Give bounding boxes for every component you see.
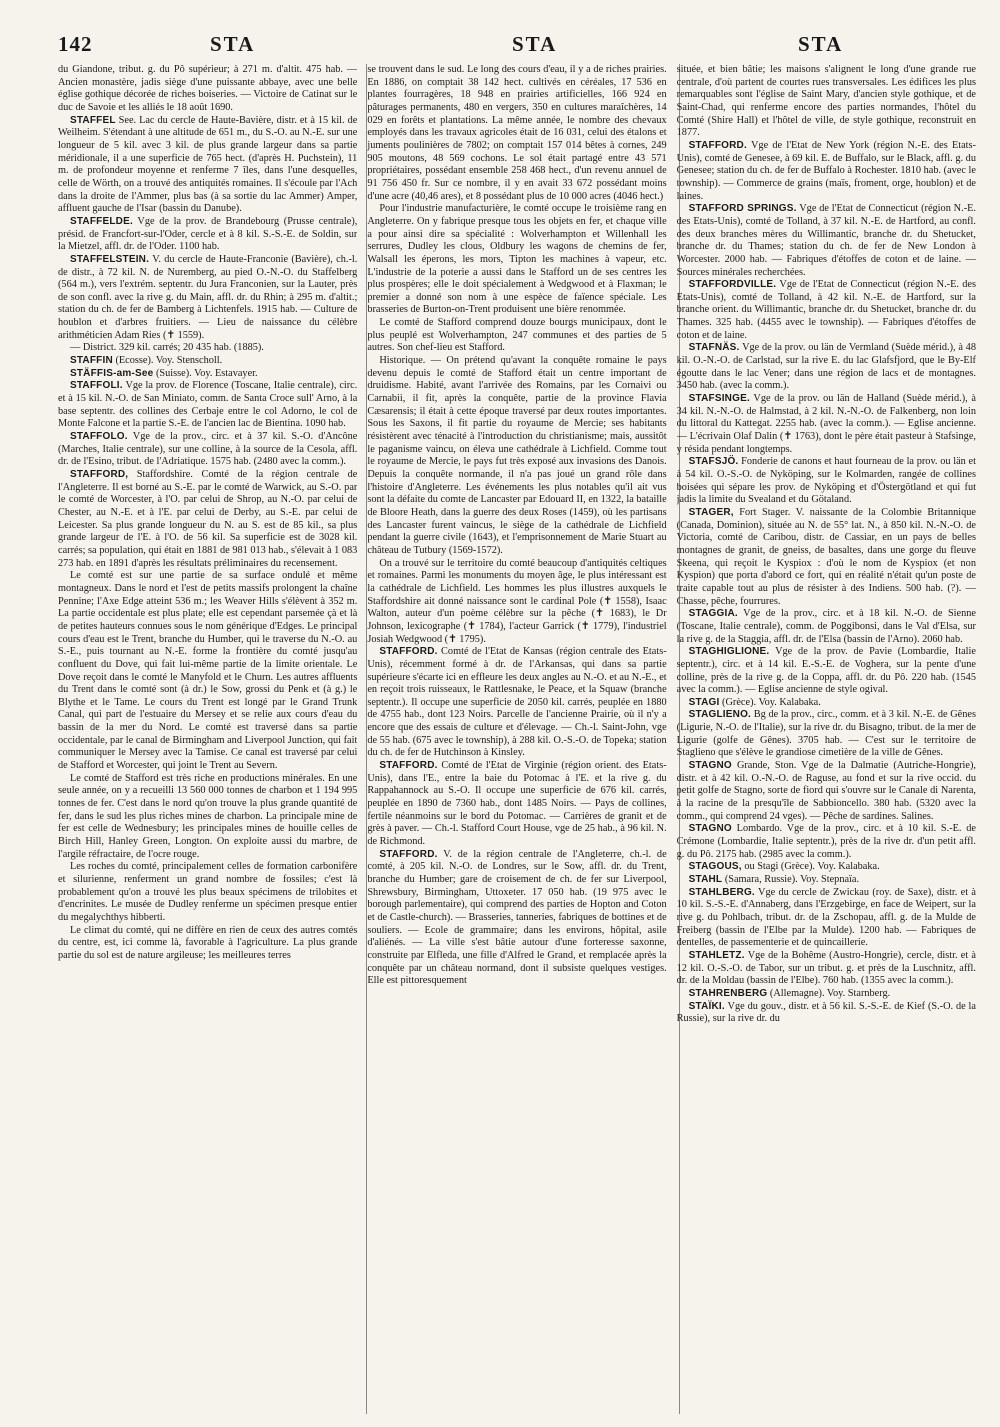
entry-text: Vge de la prov. ou län de Halland (Suède mérid.), à 34 kil. N.-N.-O. de Halmstad, à 2 kil. N.-N.-O. de Falkenberg, non loin du littoral du Kattegat. 2255 hab. (avec la comm.). — Eglise ancienne. — L'écrivain Olaf Dalin (✝ 1763), dont le père était pasteur à Stafsinge, y résida pendant longtemps. <box>676 393 976 455</box>
entry-headword: STAÏKI. <box>688 1000 725 1012</box>
dictionary-entry <box>58 431 357 469</box>
dictionary-entry <box>677 760 976 823</box>
dictionary-entry <box>677 342 976 393</box>
entry-headword: STÄFFIS-am-See <box>70 367 154 379</box>
entry-headword: STAFFORD. <box>688 139 747 151</box>
entry-text: Vge de l'Etat de New York (région N.-E. des Etats-Unis), comté de Genesee, à 69 kil. E. de Buffalo, sur le Black, affl. g. du Genesee; station du ch. de fer de Buffalo à Rochester. 1810 hab. (avec le township). — Commerce de grains (maïs, froment, orge, houblon) et de laines. <box>676 139 976 202</box>
entry-text: Le comté est sur une partie de sa surface ondulé et même montagneux. Dans le nord et l'est de petits massifs prolongent la chaîne Pennine; l'Axe Edge atteint 536 m.; les Weaver Hills s'élèvent à 352 m. La partie occidentale est plus plate; elle est cependant parsemée çà et là de petites hauteurs connues sous le nom générique d'Edges. Le principal cours d'eau est le Trent, branche du Humber, qui le traverse du N.-O. au S.-E., puis tournant au N.-E. forme la frontière du comté jusqu'au confluent du Dove, qui fait lui-même partie de la limite orientale. Le Dove reçoit dans le comté le Manyfold et le Churn. Les autres affluents du Trent dans le comté sont (à dr.) le Sow, grossi du Penk et (à g.) le Blythe et le Tame. Le cours du Trent est longé par le Grand Trunk Canal, qui part de l'estuaire du Mersey et se relie aux cours d'eau du bassin de la mer du Nord. Le comté est traversé dans sa partie occidentale, par le canal de Birmingham and Liverpool Junction, qui fait communiquer le Mersey avec la Tamise. Ce canal est traversé par celui de Stafford et Worcester, qui joint le Trent au Severn. <box>58 570 358 772</box>
entry-headword: STAFFIN <box>70 355 113 367</box>
entry-headword: STAGNO <box>688 823 732 835</box>
entry-headword: STAFFOLO. <box>70 431 128 443</box>
entry-text: Fonderie de canons et haut fourneau de la prov. ou län et à 54 kil. O.-S.-O. de Nyköping, sur le Kolmarden, rangée de collines boisées qui sépare les prov. de Nyköping et d'Östergötland et qui fut jadis la limite du Svealand et du Götaland. <box>676 456 976 506</box>
entry-headword: STAGER, <box>688 506 734 518</box>
entry-text: Comté de l'Etat de Kansas (région centrale des Etats-Unis), récemment formé à dr. de l'Arkansas, qui dans sa partie supérieure s'écarte ici en effleure les deux angles au N.-O. et au N.-E., et en reçoit trois ruisseaux, le Rattlesnake, le Peace, et la Squaw (branche septentr.). Il occupe une superficie de 2050 kil. carrés, peuplée en 1880 de 4755 hab., dont 123 Noirs. Parcelle de l'ancienne Prairie, où il n'y a encore que des essais de culture et d'élevage. — Ch.-l. Saint-John, vge de 55 hab. (675 avec le township), à 288 kil. O.-S.-O. de Topeka; station du ch. de fer de Hutchinson à Kinsley. <box>367 646 667 759</box>
dictionary-entry <box>677 456 976 507</box>
entry-headword: STAFFORD. <box>379 760 438 772</box>
entry-text: Vge de l'Etat de Connecticut (région N.-E. des Etats-Unis), comté de Tolland, à 37 kil. N.-E. de Hartford, au confl. des deux branches mères du Willimantic, branche dr. du Shetucket, branche dr. du Thames; station du ch. de fer de New London à Worcester. 2000 hab. — Fabriques d'étoffes de coton et de laine. — Sources minérales recherchées. <box>676 203 976 278</box>
dictionary-entry <box>58 925 357 963</box>
entry-headword: STAFFOLI. <box>70 380 123 392</box>
entry-text: Le comté de Stafford comprend douze bourgs municipaux, dont le plus peuplé est Wolverhampton, 247 communes et des parties de 5 autres. Son chef-lieu est Stafford. <box>367 317 667 354</box>
entry-text: Historique. — On prétend qu'avant la conquête romaine le pays devenu depuis le comté de Stafford était un centre important de druidisme. Habité, avant l'arrivée des Romains, par les Cornaivi ou Carnabii, il fit, après la conquête, partie de la province Flavia Cæsarensis; il était à cette époque traversé par deux routes importantes. Sous les Saxons, il fit partie du royaume de Mercie; ses habitants résistèrent avec ténacité à l'introduction du christianisme; mais, aussitôt le paganisme vaincu, on éleva une cathédrale à Lichfield. Comme tout le royaume de Mercie, le pays fut très exposé aux invasions des Danois. Depuis la conquête normande, il n'a pas joué un grand rôle dans l'histoire d'Angleterre. Les événements les plus notables qu'il ait vus sont la défaite du comte de Lancaster par Edouard II, en 1322, la bataille de Bloore Heath, dans la guerre des deux Roses (1459), où les partisans des Lancaster furent vaincus, le siège de la cathédrale de Lichfield pendant la guerre civile (1643), et l'emprisonnement de Marie Stuart au château de Tutbury (1569-1572). <box>367 355 667 556</box>
dictionary-entry <box>677 279 976 342</box>
dictionary-entry <box>58 368 357 381</box>
running-head-left: STA <box>210 32 256 56</box>
dictionary-entry <box>367 355 666 558</box>
dictionary-columns <box>58 64 976 1414</box>
entry-text: Bg de la prov., circ., comm. et à 3 kil. N.-E. de Gênes (Ligurie, N.-O. de l'Italie), sur la rive dr. du Bisagno, tribut. de la mer de Ligurie (golfe de Gênes). 3705 hab. — C'est sur le territoire de Staglieno que s'élève le grandiose cimetière de la ville de Gênes. <box>676 709 976 759</box>
entry-headword: STAGNO <box>688 760 732 772</box>
entry-text: See. Lac du cercle de Haute-Bavière, distr. et à 15 kil. de Weilheim. S'étendant à une altitude de 651 m., du S.-O. au N.-E. sur une longueur de 5 kil. avec 3 kil. de plus grande largeur dans sa partie méridionale, il a une superficie de 765 hect. (d'après H. Puchstein), 11 m. de profondeur moyenne et renferme 7 îles, dans l'une desquelles, celle de Wörth, on a trouvé des antiquités romaines. Il s'écoule par l'Ach dans la droite de l'Ammer, plus bas (à sa sortie du lac Ammer) Amper, affluent gauche de l'Isar (bassin du Danube). <box>58 114 358 215</box>
dictionary-entry <box>58 773 357 862</box>
entry-text: Vge de la prov., circ. et à 18 kil. N.-O. de Sienne (Toscane, Italie centrale), comm. de Poggibonsi, dans le Val d'Elsa, sur la rive g. de la Staggia, affl. dr. de l'Elsa (bassin de l'Arno). 2060 hab. <box>676 608 976 645</box>
entry-headword: STAFNÄS. <box>688 342 740 354</box>
entry-text: Vge de la Bohême (Austro-Hongrie), cercle, distr. et à 12 kil. O.-S.-O. de Tabor, sur un tribut. g. et près de la Luschnitz, affl. dr. de la Moldau (bassin de l'Elbe). 760 hab. (1355 avec la comm.). <box>676 949 976 987</box>
page-number: 142 <box>58 32 93 56</box>
dictionary-entry <box>367 849 666 988</box>
running-head-center: STA <box>512 32 558 56</box>
entry-text: Grande, Ston. Vge de la Dalmatie (Autriche-Hongrie), distr. et à 42 kil. O.-N.-O. de Raguse, au fond et sur la rive occid. du petit golfe de Stagno, sorte de fiord qui s'ouvre sur le Canale di Narenta, à la racine de la presqu'île de Sabbioncello. 380 hab. (5320 avec la comm., qui comprend 24 vges). — Pêche de sardines. Salines. <box>676 760 976 822</box>
entry-text: située, et bien bâtie; les maisons s'alignent le long d'une grande rue centrale, d'où partent de courtes rues transversales. Les édifices les plus remarquables sont l'église de Saint Mary, d'ancien style gothique, et de Saint-Chad, qui renferme encore des parties normandes, l'hôtel du Comté (Shire Hall) et l'hôtel de ville, de style gothique, reconstruit en 1877. <box>676 64 976 139</box>
dictionary-entry <box>677 140 976 203</box>
dictionary-entry <box>677 887 976 950</box>
entry-text: du Giandone, tribut. g. du Pô supérieur; à 271 m. d'altit. 475 hab. — Ancien monastère, jadis siège d'une puissante abbaye, avec une belle église gothique décorée de riches boiseries. — Victoire de Catinat sur le duc de Savoie et les alliés le 18 août 1690. <box>58 64 358 113</box>
dictionary-entry <box>367 558 666 647</box>
dictionary-entry <box>677 64 976 140</box>
entry-headword: STAFFORD. <box>379 646 438 658</box>
entry-headword: STAGLIENO. <box>688 709 752 721</box>
entry-text: V. du cercle de Haute-Franconie (Bavière), ch.-l. de distr., à 72 kil. N. de Nuremberg, au pied O.-N.-O. du Staffelberg (564 m.), vers l'extrém. septentr. du Jura Franconien, sur la Lauter, près de son confl. avec la rive g. du Main, affl. dr. du Rhin; à 295 m. d'altit.; station du ch. de fer de Bamberg à Lichtenfels. 1915 hab. — Culture de houblon et d'arbres fruitiers. — Lieu de naissance du célèbre arithméticien Adam Ries (✝ 1559). <box>58 253 358 341</box>
entry-headword: STAHLETZ. <box>688 949 745 961</box>
dictionary-entry <box>677 823 976 861</box>
entry-headword: STAFFELSTEIN. <box>70 253 150 265</box>
entry-text: Fort Stager. V. naissante de la Colombie Britannique (Canada, Dominion), située au N. de 55° lat. N., à 850 kil. N.-N.-O. de Victoria, comté de Caribou, distr. de Cassiar, en un pays de belles montagnes de granit, de gneiss, de basaltes, dans une gorge du fleuve Skeena, qui reçoit le Kyspiox : d'où le nom de Kyspiox (et non Kyspion) que porta d'abord ce fort, qui en réalité n'était qu'un poste de traite capable tout au plus de résister à des Indiens. 500 hab. (?). — Chasse, pêche, fourrures. <box>676 506 976 607</box>
dictionary-entry <box>367 317 666 355</box>
entry-text: (Suisse). Voy. Estavayer. <box>153 367 258 379</box>
entry-text: (Samara, Russie). Voy. Stepnaïa. <box>722 874 860 885</box>
entry-text: Pour l'industrie manufacturière, le comté occupe le troisième rang en Angleterre. On y fabrique presque tous les objets en fer, et chaque ville a pour ainsi dire sa spécialité : Wolverhampton et Willenhall les serrures, Dudley les clous, Oldbury les wagons de chemins de fer, Walsall les éperons, les mors, Tipton les machines à vapeur, etc. L'industrie de la poterie a aussi dans le Stafford un de ses centres les plus prospères; elle le doit spécialement à Wedgwood et à Flaxman; le premier a donné son nom à une espèce de faïence spéciale. Les brasseries de Burton-on-Trent produisent une bière renommée. <box>367 203 667 316</box>
column-left <box>58 64 357 1414</box>
dictionary-entry <box>677 608 976 646</box>
entry-text: (Ecosse). Voy. Stenscholl. <box>112 355 223 367</box>
dictionary-entry <box>58 216 357 254</box>
entry-text: Vge de la prov. de Pavie (Lombardie, Italie septentr.), circ. et à 14 kil. E.-S.-E. de Voghera, sur la pente d'une colline, près de la rive g. de la Coppa, affl. dr. du Pô. 220 hab. (1545 avec la comm.). — Eglise ancienne de style ogival. <box>676 646 976 696</box>
entry-text: Vge du gouv., distr. et à 56 kil. S.-S.-E. de Kief (S.-O. de la Russie), sur la rive dr. du <box>676 1000 976 1025</box>
entry-text: Vge la prov. de Florence (Toscane, Italie centrale), circ. et à 15 kil. N.-O. de San Miniato, comm. de Santa Croce sull' Arno, à la base septentr. des collines des Cerbaje entre le col Adorno, le col de Monte Falcone et la partie S.-E. de l'ancien lac de Bientina. 1090 hab. <box>58 380 358 430</box>
entry-headword: STAFFEL <box>70 114 116 126</box>
page-header <box>58 20 970 64</box>
dictionary-entry <box>58 355 357 368</box>
dictionary-entry <box>58 469 357 570</box>
entry-headword: STAFFORD SPRINGS. <box>688 203 797 215</box>
dictionary-entry <box>677 646 976 697</box>
entry-headword: STAFSJÖ. <box>688 456 739 468</box>
entry-text: Les roches du comté, principalement celles de formation carbonifère et silurienne, renferment un grand nombre de fossiles; c'est là probablement qu'on a trouvé les plus beaux spécimens de trilobites et d'encrinites. Le musée de Dudley renferme un spécimen presque entier du megalychthys hibberti. <box>58 861 358 923</box>
entry-text: V. de la région centrale de l'Angleterre, ch.-l. de comté, à 205 kil. N.-O. de Londres, sur le Sow, affl. dr. du Trent, branche du Humber; gare de croisement de ch. de fer sur Liverpool, Shrewsbury, Birmingham, Uttoxeter. 17 050 hab. (19 975 avec le borough parlementaire), qui comprend des parties de Hopton and Coton et de Castle-church). — Brasseries, tanneries, fabriques de bottines et de souliers. — Ecole de grammaire; dans les environs, hôpital, asile d'aliénés. — La ville s'est bâtie autour d'une forteresse saxonne, construite par Elfleda, une fille d'Alfred le Grand, et remplacée après la conquête par un château normand, dont il subsiste quelques vestiges. Elle est pittoresquement <box>367 848 667 987</box>
entry-text: (Grèce). Voy. Kalabaka. <box>719 696 821 708</box>
dictionary-entry <box>367 646 666 760</box>
dictionary-entry <box>677 988 976 1001</box>
dictionary-entry <box>58 570 357 773</box>
dictionary-entry <box>58 64 357 115</box>
dictionary-entry <box>677 709 976 760</box>
dictionary-entry <box>677 861 976 874</box>
entry-headword: STAFFORD. <box>379 848 438 860</box>
dictionary-entry <box>677 507 976 608</box>
entry-text: Staffordshire. Comté de la région centrale de l'Angleterre. Il est borné au S.-E. par le comté de Warwick, au S.-O. par le comté de Worcester, à l'O. par celui de Shrop, au N.-O. par celui de Chester, au N.-E. et à l'E. par celui de Derby, au S.-E. par celui de Leicester. Sa plus grande longueur du N. au S. est de 85 kil., sa plus grande largeur de l'E. à l'O. de 56 kil. Sa superficie est de 3028 kil. carrés; sa population, qui était en 1881 de 981 013 hab., s'élevait à 1 083 273 hab. en 1891 d'après les résultats préliminaires du recensement. <box>58 469 358 569</box>
entry-text: On a trouvé sur le territoire du comté beaucoup d'antiquités celtiques et romaines. Parmi les monuments du moyen âge, le plus intéressant est la cathédrale de Lichfield. Les hommes les plus illustres auxquels le Staffordshire ait donné naissance sont le cardinal Pole (✝ 1558), Isaac Walton, auteur d'un poème célèbre sur la pêche (✝ 1683), le Dr Johnson, lexicographe (✝ 1784), l'acteur Garrick (✝ 1779), l'industriel Josiah Wedgwood (✝ 1795). <box>367 557 667 645</box>
dictionary-entry <box>367 760 666 849</box>
dictionary-entry <box>58 254 357 343</box>
dictionary-entry <box>58 342 357 355</box>
entry-headword: STAHL <box>688 874 723 885</box>
entry-headword: STAGGIA. <box>688 608 738 620</box>
dictionary-entry <box>367 203 666 317</box>
entry-text: Comté de l'Etat de Virginie (région orient. des Etats-Unis), dans l'E., entre la baie du Potomac à l'E. et la rive g. du Rappahannock au S.-O. Il occupe une superficie de 676 kil. carrés, peuplée en 1890 de 7360 hab., dont 1485 Noirs. — Pays de collines, fertile néanmoins sur le bord du Potomac. — Carrières de granit et de grès à paver. — Ch.-l. Stafford Court House, vge de 25 hab., à 96 kil. N. de Richmond. <box>367 760 667 848</box>
entry-headword: STAGI <box>688 696 720 708</box>
dictionary-entry <box>677 874 976 887</box>
entry-text: Vge du cercle de Zwickau (roy. de Saxe), distr. et à 10 kil. S.-S.-E. d'Annaberg, dans l'Erzgebirge, en face de Weipert, sur la rive g. du Pohlbach, tribut. dr. de la Zschopau, affl. g. de la Mulde de Freiberg (bassin de l'Elbe par la Mulde). 1200 hab. — Fabriques de dentelles, de passementerie et de quincaillerie. <box>676 886 976 949</box>
entry-headword: STAFFELDE. <box>70 215 133 227</box>
entry-text: Le climat du comté, qui ne diffère en rien de ceux des autres comtés du centre, est, ici comme là, favorable à l'agriculture. La plus grande partie du sol est de nature argileuse; les meilleures terres <box>58 924 358 961</box>
entry-text: se trouvent dans le sud. Le long des cours d'eau, il y a de riches prairies. En 1886, on comptait 38 142 hect. cultivés en céréales, 17 536 en plantes fourragères, 18 948 en prairies artificielles, 166 924 en pâturages permanents, 480 en vergers, 350 en cultures maraîchères, 14 029 en forêts et plantations. La même année, le nombre des chevaux employés dans les travaux agricoles était de 16 031, celui des étalons et juments poulinières de 7802; on comptait 157 014 bêtes à cornes, 249 905 moutons, 48 569 cochons. Le sol était partagé entre 43 571 propriétaires, possédant ensemble 258 468 hect., d'un revenu annuel de 91 756 450 fr. Sur ce nombre, il y en avait 33 672 possédant moins d'une acre (40,46 ares), et 8 possédant plus de 10 000 acres (4046 hect.) <box>367 64 667 202</box>
dictionary-entry <box>677 393 976 456</box>
dictionary-entry <box>367 64 666 203</box>
entry-headword: STAHLBERG. <box>688 886 755 898</box>
entry-text: ou Stagi (Grèce). Voy. Kalabaka. <box>741 861 880 873</box>
entry-headword: STAFSINGE. <box>688 393 750 405</box>
entry-text: Vge de la prov. de Brandebourg (Prusse centrale), présid. de Francfort-sur-l'Oder, cercle et à 8 kil. S.-S.-E. de Soldin, sur la Mietzel, affl. dr. de l'Oder. 1100 hab. <box>58 215 358 253</box>
dictionary-entry <box>677 697 976 710</box>
entry-headword: STAGOUS, <box>688 861 742 873</box>
dictionary-entry <box>58 380 357 431</box>
entry-headword: STAFFORDVILLE. <box>688 279 777 291</box>
entry-headword: STAHRENBERG <box>688 987 768 999</box>
dictionary-entry <box>677 1001 976 1026</box>
column-middle <box>367 64 666 1414</box>
dictionary-entry <box>58 861 357 924</box>
entry-text: (Allemagne). Voy. Starnberg. <box>767 987 891 999</box>
entry-text: Vge de la prov. ou län de Vermland (Suède mérid.), à 48 kil. O.-N.-O. de Carlstad, sur la rive E. du lac Glafsfjord, que le By-Elf égoutte dans le lac Vener; dans une région de lacs et de montagnes. 3450 hab. (avec la comm.). <box>676 342 976 392</box>
entry-text: Lombardo. Vge de la prov., circ. et à 10 kil. S.-E. de Crémone (Lombardie, Italie septentr.), près de la rive dr. d'un petit affl. g. du Pô. 2175 hab. (2985 avec la comm.). <box>676 823 976 860</box>
entry-headword: STAFFORD, <box>70 469 129 480</box>
running-head-right: STA <box>798 32 844 56</box>
entry-headword: STAGHIGLIONE. <box>688 646 770 658</box>
entry-text: — District. 329 kil. carrés; 20 435 hab. (1885). <box>70 342 264 354</box>
entry-text: Le comté de Stafford est très riche en productions minérales. En une seule année, on y a recueilli 13 560 000 tonnes de charbon et 1 194 995 tonnes de fer. C'est dans le nord qu'on trouve la plus grande quantité de fer, dans le sud les plus riches mines de charbon. La principale mine de fer est celle de Wednesbury; les principales mines de houille celles de Birch Hill, Hanley Green, Longton. On exploite aussi du marbre, de l'argile réfractaire, de l'ocre rouge. <box>58 772 358 860</box>
entry-text: Vge de l'Etat de Connecticut (région N.-E. des Etats-Unis), comté de Tolland, à 42 kil. N.-E. de Hartford, sur la branche orient. du Willimantic, branche dr. du Shetucket, branche dr. du Thames. 325 hab. (4455 avec le township). — Fabriques d'étoffes de coton et de laine. <box>676 279 976 341</box>
dictionary-entry <box>677 950 976 988</box>
entry-text: Vge de la prov., circ. et à 37 kil. S.-O. d'Ancône (Marches, Italie centrale), sur une colline, à la source de la Cesola, affl. dr. de l'Esino, tribut. de l'Adriatique. 1575 hab. (2480 avec la comm.). <box>58 431 358 468</box>
dictionary-entry <box>58 115 357 216</box>
column-right <box>677 64 976 1414</box>
dictionary-entry <box>677 203 976 279</box>
